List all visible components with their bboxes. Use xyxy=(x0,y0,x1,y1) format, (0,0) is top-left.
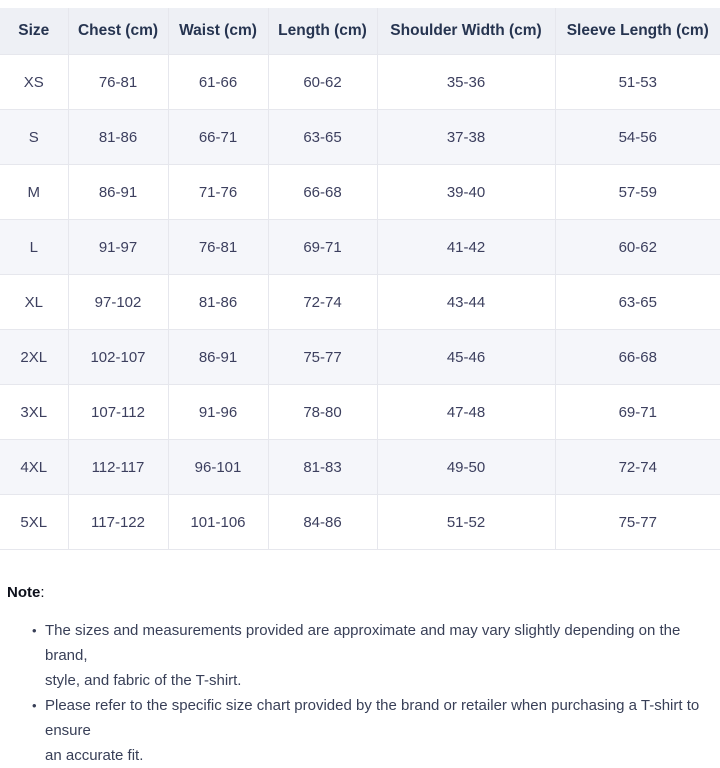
table-row xyxy=(0,440,720,495)
measurement-cell: 96-101 xyxy=(168,440,268,495)
measurement-cell: 78-80 xyxy=(268,385,377,440)
measurement-cell: 49-50 xyxy=(377,440,555,495)
size-cell: L xyxy=(0,220,68,275)
size-cell: XS xyxy=(0,55,68,110)
measurement-cell: 72-74 xyxy=(268,275,377,330)
size-cell: XL xyxy=(0,275,68,330)
measurement-cell: 45-46 xyxy=(377,330,555,385)
size-cell: 3XL xyxy=(0,385,68,440)
note-bullet: • Please refer to the specific size chart provided by the brand or retailer when purchasing a T-shirt to ensure an accurate fit. xyxy=(32,693,708,768)
measurement-cell: 81-83 xyxy=(268,440,377,495)
measurement-cell: 72-74 xyxy=(555,440,720,495)
column-header: Waist (cm) xyxy=(168,8,268,55)
measurement-cell: 61-66 xyxy=(168,55,268,110)
measurement-cell: 102-107 xyxy=(68,330,168,385)
measurement-cell: 39-40 xyxy=(377,165,555,220)
size-cell: 5XL xyxy=(0,495,68,550)
measurement-cell: 117-122 xyxy=(68,495,168,550)
measurement-cell: 66-71 xyxy=(168,110,268,165)
size-cell: M xyxy=(0,165,68,220)
measurement-cell: 43-44 xyxy=(377,275,555,330)
note-bullet: • The sizes and measurements provided are approximate and may vary slightly depending on the brand, style, and fabric of the T-shirt. xyxy=(32,618,708,693)
table-row xyxy=(0,330,720,385)
measurement-cell: 76-81 xyxy=(168,220,268,275)
column-header: Chest (cm) xyxy=(68,8,168,55)
measurement-cell: 69-71 xyxy=(555,385,720,440)
measurement-cell: 107-112 xyxy=(68,385,168,440)
note-heading-colon: : xyxy=(40,584,45,601)
size-cell: 4XL xyxy=(0,440,68,495)
size-cell: 2XL xyxy=(0,330,68,385)
size-chart-table xyxy=(0,8,720,550)
measurement-cell: 41-42 xyxy=(377,220,555,275)
measurement-cell: 37-38 xyxy=(377,110,555,165)
measurement-cell: 63-65 xyxy=(555,275,720,330)
measurement-cell: 51-52 xyxy=(377,495,555,550)
table-row xyxy=(0,110,720,165)
table-row xyxy=(0,495,720,550)
measurement-cell: 91-97 xyxy=(68,220,168,275)
measurement-cell: 66-68 xyxy=(555,330,720,385)
measurement-cell: 91-96 xyxy=(168,385,268,440)
table-body xyxy=(0,55,720,550)
table-row xyxy=(0,55,720,110)
measurement-cell: 35-36 xyxy=(377,55,555,110)
measurement-cell: 51-53 xyxy=(555,55,720,110)
measurement-cell: 71-76 xyxy=(168,165,268,220)
measurement-cell: 63-65 xyxy=(268,110,377,165)
table-header-row xyxy=(0,8,720,55)
table-row xyxy=(0,165,720,220)
measurement-cell: 75-77 xyxy=(555,495,720,550)
size-cell: S xyxy=(0,110,68,165)
column-header: Length (cm) xyxy=(268,8,377,55)
note-section xyxy=(0,583,720,768)
column-header: Shoulder Width (cm) xyxy=(377,8,555,55)
measurement-cell: 76-81 xyxy=(68,55,168,110)
measurement-cell: 60-62 xyxy=(268,55,377,110)
measurement-cell: 66-68 xyxy=(268,165,377,220)
measurement-cell: 86-91 xyxy=(68,165,168,220)
column-header: Sleeve Length (cm) xyxy=(555,8,720,55)
note-heading-label: Note xyxy=(7,584,41,601)
column-header: Size xyxy=(0,8,68,55)
measurement-cell: 75-77 xyxy=(268,330,377,385)
measurement-cell: 84-86 xyxy=(268,495,377,550)
table-row xyxy=(0,385,720,440)
table-row xyxy=(0,220,720,275)
table-header xyxy=(0,8,720,55)
measurement-cell: 101-106 xyxy=(168,495,268,550)
measurement-cell: 112-117 xyxy=(68,440,168,495)
table-row xyxy=(0,275,720,330)
measurement-cell: 69-71 xyxy=(268,220,377,275)
note-list xyxy=(7,618,710,768)
note-heading xyxy=(7,583,710,602)
measurement-cell: 97-102 xyxy=(68,275,168,330)
measurement-cell: 47-48 xyxy=(377,385,555,440)
measurement-cell: 60-62 xyxy=(555,220,720,275)
measurement-cell: 81-86 xyxy=(168,275,268,330)
measurement-cell: 81-86 xyxy=(68,110,168,165)
measurement-cell: 54-56 xyxy=(555,110,720,165)
measurement-cell: 86-91 xyxy=(168,330,268,385)
measurement-cell: 57-59 xyxy=(555,165,720,220)
